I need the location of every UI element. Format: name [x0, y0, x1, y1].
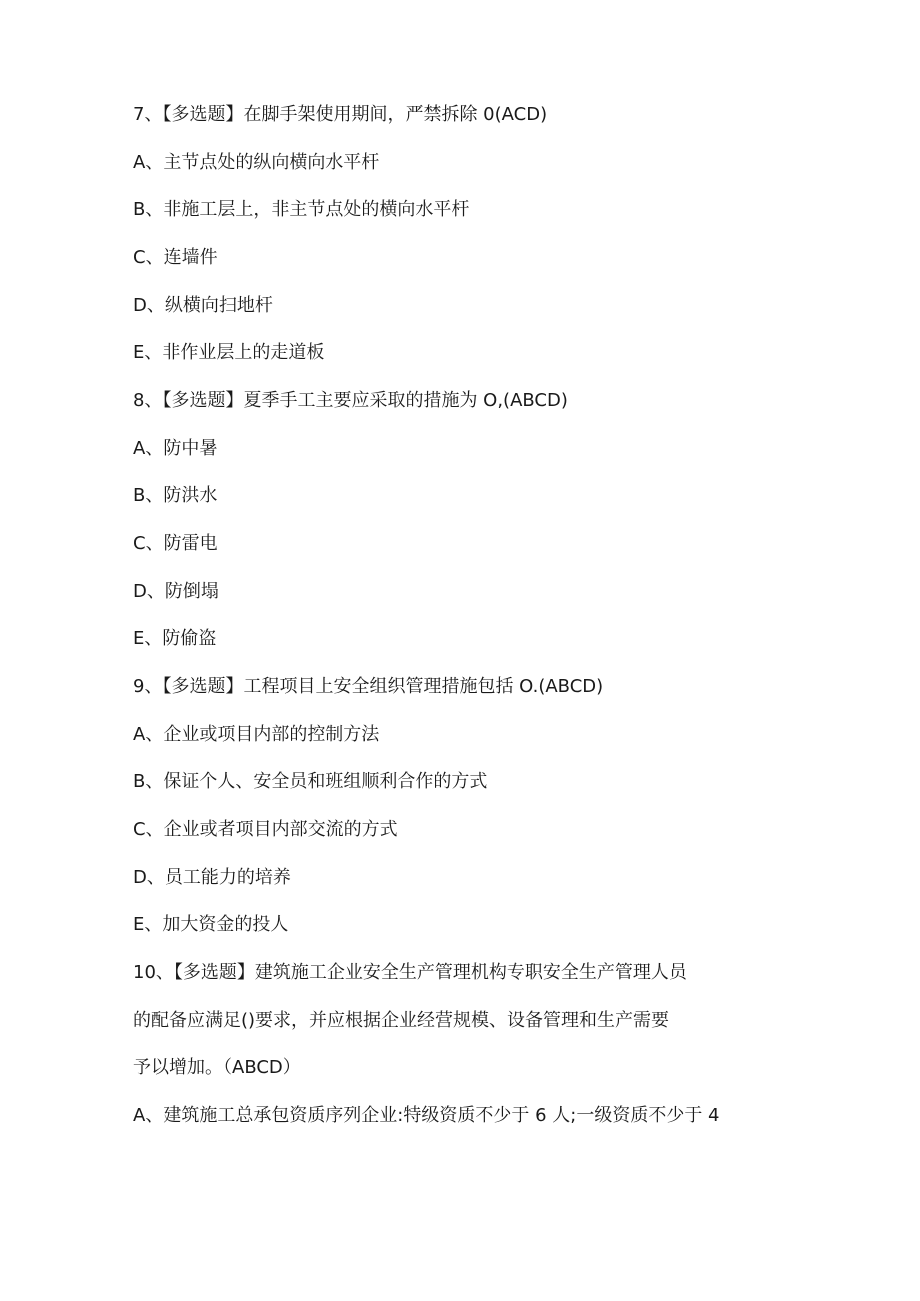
question-9-option-a: A、企业或项目内部的控制方法	[133, 724, 380, 745]
question-8-option-c: C、防雷电	[133, 533, 218, 554]
question-7-option-a: A、主节点处的纵向横向水平杆	[133, 152, 380, 173]
question-8-option-e: E、防偷盗	[133, 628, 217, 649]
question-9-option-e: E、加大资金的投人	[133, 914, 289, 935]
question-8-text: 8、【多选题】夏季手工主要应采取的措施为 O,(ABCD)	[133, 390, 568, 411]
question-9-text: 9、【多选题】工程项目上安全组织管理措施包括 O.(ABCD)	[133, 676, 604, 697]
question-7-option-b: B、非施工层上，非主节点处的横向水平杆	[133, 199, 470, 220]
question-7-option-e: E、非作业层上的走道板	[133, 342, 325, 363]
question-10-text-line-2: 的配备应满足()要求，并应根据企业经营规模、设备管理和生产需要	[133, 1010, 670, 1031]
question-7-text: 7、【多选题】在脚手架使用期间，严禁拆除 0(ACD)	[133, 104, 548, 125]
question-7-option-d: D、纵横向扫地杆	[133, 295, 273, 316]
question-10-text-line-1: 10、【多选题】建筑施工企业安全生产管理机构专职安全生产管理人员	[133, 962, 687, 983]
question-8-option-d: D、防倒塌	[133, 581, 219, 602]
question-7-option-c: C、连墙件	[133, 247, 218, 268]
question-9-option-d: D、员工能力的培养	[133, 867, 291, 888]
question-9-option-b: B、保证个人、安全员和班组顺利合作的方式	[133, 771, 488, 792]
question-8-option-b: B、防洪水	[133, 485, 218, 506]
question-8-option-a: A、防中暑	[133, 438, 218, 459]
question-9-option-c: C、企业或者项目内部交流的方式	[133, 819, 398, 840]
question-10-option-a: A、建筑施工总承包资质序列企业:特级资质不少于 6 人;一级资质不少于 4	[133, 1105, 720, 1126]
question-10-text-line-3: 予以增加。（ABCD）	[133, 1057, 301, 1078]
